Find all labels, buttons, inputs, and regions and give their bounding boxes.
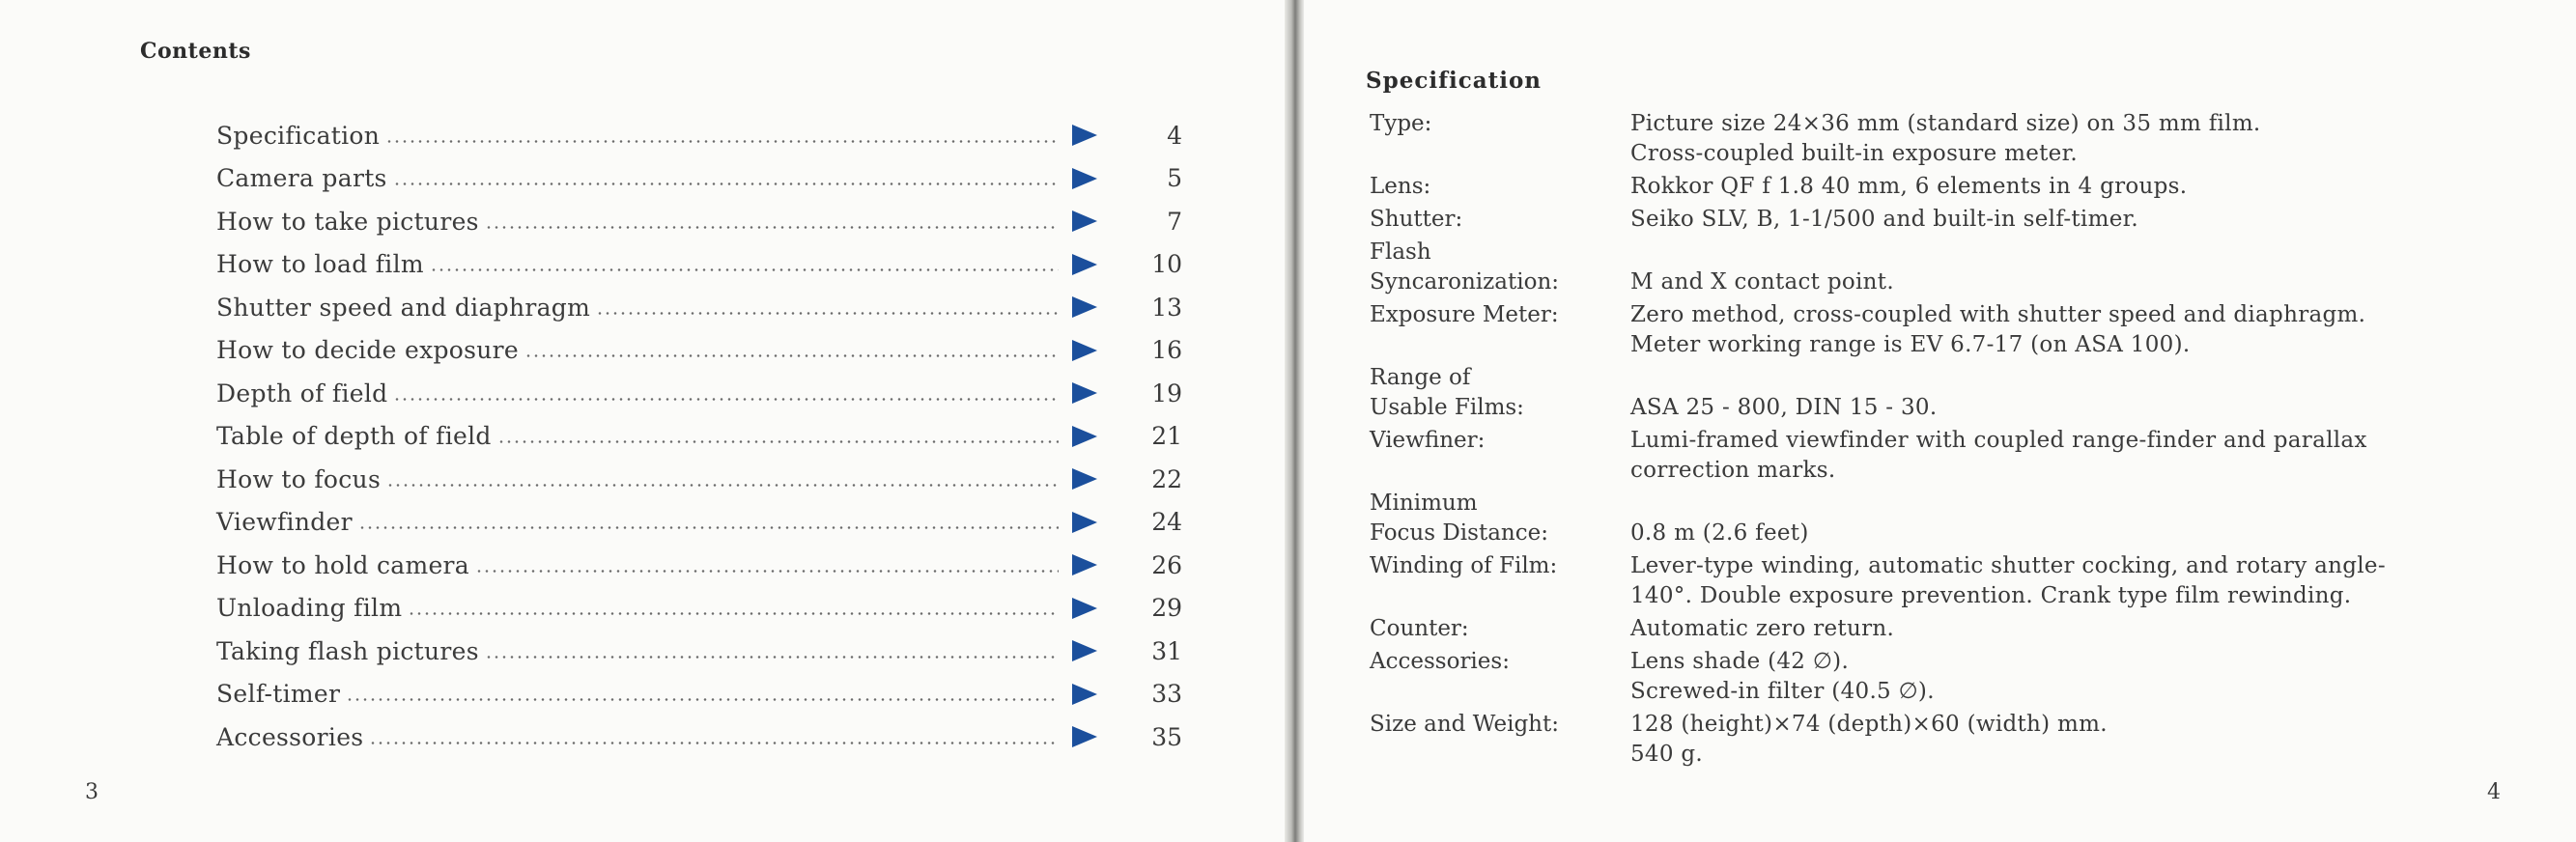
triangle-arrow-icon xyxy=(1072,340,1097,361)
spec-label: Viewfiner: xyxy=(1370,428,1486,453)
dot-leader xyxy=(596,312,1059,315)
dot-leader xyxy=(408,612,1059,615)
spec-value-line: Seiko SLV, B, 1-1/500 and built-in self-timer. xyxy=(1630,207,2138,232)
toc-entry-page: 35 xyxy=(1151,722,1182,751)
toc-entry-page: 21 xyxy=(1151,422,1182,451)
dot-leader xyxy=(393,182,1059,185)
spec-value-line: Lever-type winding, automatic shutter cocking, and rotary angle- xyxy=(1630,553,2386,578)
left-page xyxy=(0,0,1285,842)
dot-leader xyxy=(475,570,1059,573)
toc-entry-page: 7 xyxy=(1167,207,1182,236)
toc-entry xyxy=(216,630,1182,673)
toc-entry-title: Table of depth of field xyxy=(216,422,497,450)
dot-leader xyxy=(393,398,1059,401)
spec-value xyxy=(1630,614,2529,644)
spec-value xyxy=(1630,489,2529,548)
toc-entry xyxy=(216,157,1182,201)
spec-value xyxy=(1630,238,2529,297)
spec-value-line: Screwed-in filter (40.5 ∅). xyxy=(1630,679,1935,704)
toc-entry-page: 24 xyxy=(1151,508,1182,537)
spacer xyxy=(1630,238,2529,267)
specification-list xyxy=(1370,109,2529,772)
spec-value xyxy=(1630,205,2529,235)
book-gutter xyxy=(1285,0,1304,842)
triangle-arrow-icon xyxy=(1072,168,1097,189)
spec-row xyxy=(1370,172,2529,202)
toc-entry xyxy=(216,716,1182,759)
toc-entry-title: Self-timer xyxy=(216,680,346,708)
toc-entry-title: Unloading film xyxy=(216,594,408,622)
triangle-arrow-icon xyxy=(1072,296,1097,318)
spec-value xyxy=(1630,172,2529,202)
spec-label: Shutter: xyxy=(1370,207,1463,232)
spec-label: Range of Usable Films: xyxy=(1370,365,1524,420)
spec-value xyxy=(1630,109,2529,169)
toc-entry xyxy=(216,673,1182,716)
toc-entry xyxy=(216,501,1182,545)
dot-leader xyxy=(524,354,1059,357)
spec-label: Type: xyxy=(1370,111,1432,136)
triangle-arrow-icon xyxy=(1072,598,1097,619)
spec-row xyxy=(1370,710,2529,770)
spec-value xyxy=(1630,710,2529,770)
spec-value-line: M and X contact point. xyxy=(1630,269,1894,295)
spec-row xyxy=(1370,300,2529,360)
toc-entry-page: 13 xyxy=(1151,293,1182,322)
toc-entry-title: Taking flash pictures xyxy=(216,637,485,665)
dot-leader xyxy=(346,698,1059,701)
toc-entry-title: Viewfinder xyxy=(216,508,358,536)
toc-entry xyxy=(216,415,1182,459)
toc-entry-page: 26 xyxy=(1151,550,1182,579)
specification-heading: Specification xyxy=(1366,68,1543,94)
triangle-arrow-icon xyxy=(1072,640,1097,661)
spec-value-line: Zero method, cross-coupled with shutter speed and diaphragm. xyxy=(1630,302,2366,327)
spec-value-line: correction marks. xyxy=(1630,458,1836,483)
toc-entry-title: How to hold camera xyxy=(216,551,475,579)
toc-entry-page: 4 xyxy=(1167,121,1182,150)
toc-entry xyxy=(216,286,1182,329)
toc-entry-page: 22 xyxy=(1151,464,1182,493)
toc-entry xyxy=(216,114,1182,157)
toc-entry-page: 10 xyxy=(1151,250,1182,279)
spec-label: Flash Syncaronization: xyxy=(1370,239,1560,295)
spec-row xyxy=(1370,205,2529,235)
spec-value-line: Picture size 24×36 mm (standard size) on 35 mm film. xyxy=(1630,111,2261,136)
triangle-arrow-icon xyxy=(1072,726,1097,747)
spec-value xyxy=(1630,426,2529,486)
spec-value-line: Meter working range is EV 6.7-17 (on ASA 100). xyxy=(1630,332,2191,357)
spec-value xyxy=(1630,363,2529,423)
dot-leader xyxy=(485,226,1059,229)
toc-entry xyxy=(216,587,1182,631)
toc-entry-title: How to load film xyxy=(216,250,430,278)
toc-entry-page: 16 xyxy=(1151,336,1182,365)
spec-value xyxy=(1630,551,2529,611)
triangle-arrow-icon xyxy=(1072,125,1097,146)
spec-value-line: Rokkor QF f 1.8 40 mm, 6 elements in 4 groups. xyxy=(1630,174,2188,199)
dot-leader xyxy=(358,526,1059,529)
dot-leader xyxy=(430,268,1059,271)
toc-entry-page: 19 xyxy=(1151,379,1182,407)
spec-label: Counter: xyxy=(1370,616,1469,641)
toc-entry xyxy=(216,544,1182,587)
spec-value-line: 128 (height)×74 (depth)×60 (width) mm. xyxy=(1630,712,2108,737)
triangle-arrow-icon xyxy=(1072,254,1097,275)
spec-row xyxy=(1370,614,2529,644)
toc-entry-title: How to focus xyxy=(216,465,386,493)
contents-heading: Contents xyxy=(140,39,251,64)
spec-label: Winding of Film: xyxy=(1370,553,1558,578)
spacer xyxy=(1630,363,2529,393)
triangle-arrow-icon xyxy=(1072,426,1097,447)
toc-entry-page: 5 xyxy=(1167,164,1182,193)
spec-label: Minimum Focus Distance: xyxy=(1370,491,1548,546)
spec-row xyxy=(1370,238,2529,297)
triangle-arrow-icon xyxy=(1072,210,1097,232)
page-number-right: 4 xyxy=(2487,780,2501,804)
dot-leader xyxy=(369,742,1059,744)
spec-value-line: 0.8 m (2.6 feet) xyxy=(1630,520,1809,546)
toc-entry-title: How to take pictures xyxy=(216,208,485,236)
toc-entry-title: Camera parts xyxy=(216,164,393,192)
spec-value-line: 140°. Double exposure prevention. Crank type film rewinding. xyxy=(1630,583,2352,608)
table-of-contents xyxy=(216,114,1182,759)
spec-value-line: Lumi-framed viewfinder with coupled range-finder and parallax xyxy=(1630,428,2367,453)
spec-value-line: Lens shade (42 ∅). xyxy=(1630,649,1850,674)
dot-leader xyxy=(485,656,1059,659)
toc-entry xyxy=(216,200,1182,243)
spec-value xyxy=(1630,647,2529,707)
toc-entry-title: Specification xyxy=(216,122,385,150)
spec-row xyxy=(1370,109,2529,169)
dot-leader xyxy=(386,484,1059,487)
toc-entry-page: 33 xyxy=(1151,680,1182,709)
spec-label: Lens: xyxy=(1370,174,1431,199)
spec-row xyxy=(1370,363,2529,423)
toc-entry-page: 31 xyxy=(1151,636,1182,665)
spacer xyxy=(1630,489,2529,519)
page-number-left: 3 xyxy=(85,780,99,804)
triangle-arrow-icon xyxy=(1072,382,1097,404)
dot-leader xyxy=(497,440,1059,443)
spec-value-line: ASA 25 - 800, DIN 15 - 30. xyxy=(1630,395,1938,420)
triangle-arrow-icon xyxy=(1072,512,1097,533)
spec-row xyxy=(1370,489,2529,548)
spec-label: Size and Weight: xyxy=(1370,712,1559,737)
toc-entry-title: Shutter speed and diaphragm xyxy=(216,294,596,322)
toc-entry xyxy=(216,329,1182,373)
spec-value-line: Cross-coupled built-in exposure meter. xyxy=(1630,141,2078,166)
spec-value-line: Automatic zero return. xyxy=(1630,616,1895,641)
toc-entry-title: How to decide exposure xyxy=(216,336,524,364)
spec-row xyxy=(1370,426,2529,486)
toc-entry-title: Accessories xyxy=(216,723,369,751)
spec-value xyxy=(1630,300,2529,360)
spec-value-line: 540 g. xyxy=(1630,742,1704,767)
toc-entry-title: Depth of field xyxy=(216,379,393,407)
spec-label: Accessories: xyxy=(1370,649,1510,674)
spec-row xyxy=(1370,647,2529,707)
spec-label: Exposure Meter: xyxy=(1370,302,1559,327)
toc-entry xyxy=(216,372,1182,415)
toc-entry xyxy=(216,243,1182,287)
triangle-arrow-icon xyxy=(1072,468,1097,490)
dot-leader xyxy=(385,140,1059,143)
triangle-arrow-icon xyxy=(1072,554,1097,575)
toc-entry xyxy=(216,458,1182,501)
triangle-arrow-icon xyxy=(1072,684,1097,705)
toc-entry-page: 29 xyxy=(1151,594,1182,623)
spec-row xyxy=(1370,551,2529,611)
